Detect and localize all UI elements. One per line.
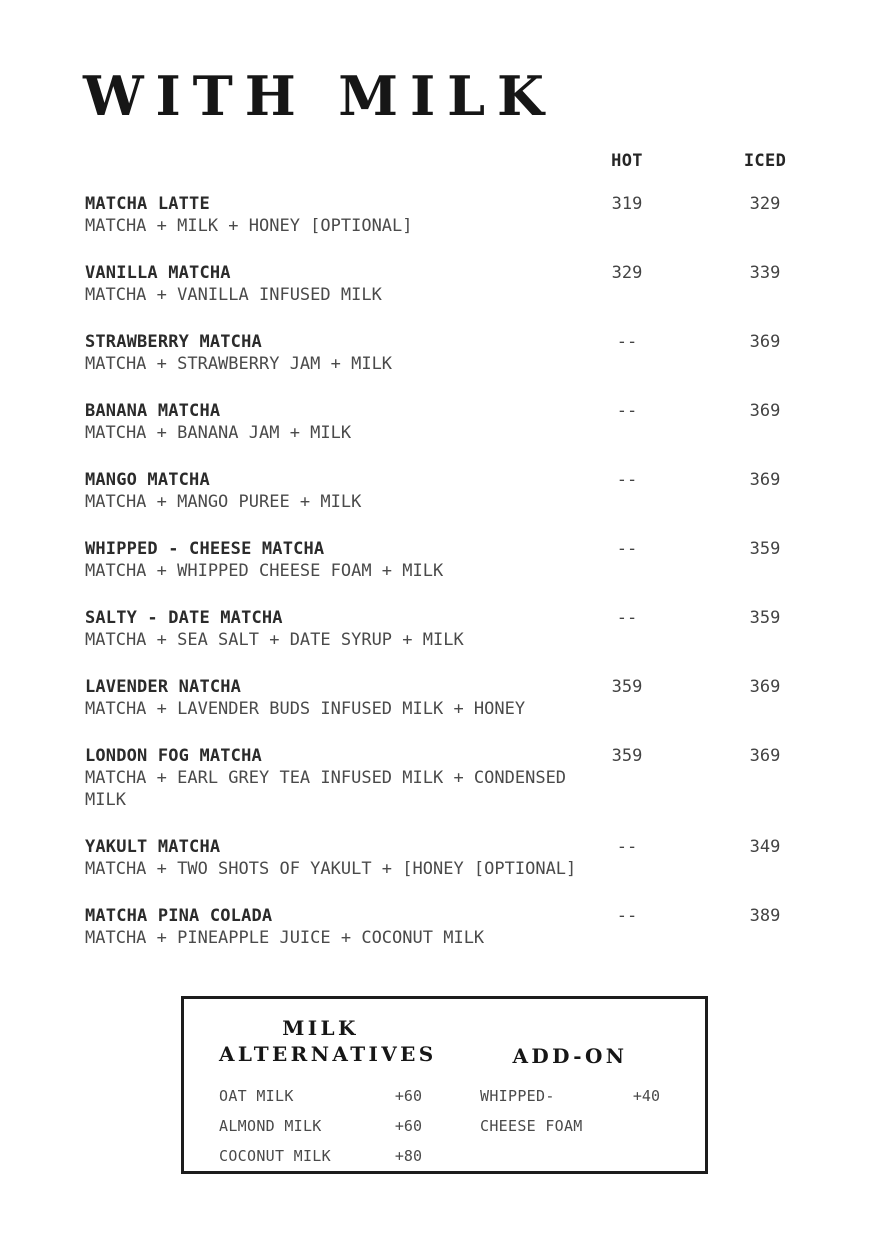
add-on-rows (480, 1081, 660, 1141)
item-price-hot: -- (616, 539, 638, 559)
menu-item-info (85, 836, 587, 880)
add-on-section (480, 1015, 660, 1171)
item-price-iced: 369 (749, 401, 781, 421)
menu-item-info (85, 538, 587, 582)
column-header-hot: HOT (611, 151, 643, 171)
item-description: MATCHA + PINEAPPLE JUICE + COCONUT MILK (85, 928, 485, 948)
item-name: VANILLA MATCHA (85, 263, 231, 283)
item-price-hot: -- (616, 906, 638, 926)
menu-item (0, 469, 874, 513)
milk-alternative-label: COCONUT MILK (219, 1147, 331, 1165)
add-on-label: CHEESE FOAM (480, 1117, 583, 1135)
milk-alternatives-rows (219, 1081, 422, 1171)
menu-item (0, 193, 874, 237)
add-on-title: ADD-ON (512, 1044, 628, 1068)
menu-item (0, 676, 874, 720)
milk-alternative-price: +80 (394, 1147, 422, 1165)
milk-alternatives-title (219, 1015, 437, 1071)
add-on-row (480, 1081, 660, 1111)
menu-item (0, 745, 874, 811)
extras-box (181, 996, 708, 1174)
milk-alternative-row (219, 1111, 422, 1141)
item-description: MATCHA + STRAWBERRY JAM + MILK (85, 354, 393, 374)
milk-alternative-row (219, 1141, 422, 1171)
item-description: MATCHA + LAVENDER BUDS INFUSED MILK + HONEY (85, 699, 526, 719)
item-price-hot: -- (616, 837, 638, 857)
add-on-price: +40 (632, 1087, 660, 1105)
item-name: STRAWBERRY MATCHA (85, 332, 262, 352)
add-on-row (480, 1111, 660, 1141)
item-description: MATCHA + WHIPPED CHEESE FOAM + MILK (85, 561, 444, 581)
milk-alternatives-title-line2: ALTERNATIVES (219, 1042, 437, 1066)
menu-item-info (85, 607, 587, 651)
milk-alternatives-title-line1: MILK (282, 1016, 359, 1040)
menu-item (0, 262, 874, 306)
item-price-iced: 369 (749, 677, 781, 697)
menu-item-info (85, 469, 587, 513)
item-price-hot: -- (616, 470, 638, 490)
item-name: MATCHA PINA COLADA (85, 906, 273, 926)
milk-alternative-price: +60 (394, 1087, 422, 1105)
item-price-hot: 329 (611, 263, 643, 283)
item-description: MATCHA + MANGO PUREE + MILK (85, 492, 362, 512)
menu-item-info (85, 193, 587, 237)
item-name: MATCHA LATTE (85, 194, 210, 214)
menu-item (0, 538, 874, 582)
item-price-hot: 359 (611, 677, 643, 697)
item-price-iced: 369 (749, 470, 781, 490)
item-price-hot: 319 (611, 194, 643, 214)
menu-item-info (85, 905, 587, 949)
menu-item-info (85, 262, 587, 306)
item-price-iced: 349 (749, 837, 781, 857)
milk-alternatives-section (219, 1015, 437, 1171)
item-description: MATCHA + MILK + HONEY [OPTIONAL] (85, 216, 413, 236)
milk-alternative-row (219, 1081, 422, 1111)
item-description: MATCHA + SEA SALT + DATE SYRUP + MILK (85, 630, 464, 650)
column-header-iced: ICED (743, 151, 787, 171)
item-price-iced: 359 (749, 608, 781, 628)
price-column-headers (0, 150, 874, 172)
item-price-hot: -- (616, 608, 638, 628)
menu-item (0, 331, 874, 375)
menu-item-info (85, 745, 587, 811)
item-name: YAKULT MATCHA (85, 837, 221, 857)
menu-item (0, 836, 874, 880)
item-name: LAVENDER NATCHA (85, 677, 242, 697)
milk-alternative-label: ALMOND MILK (219, 1117, 322, 1135)
item-name: SALTY - DATE MATCHA (85, 608, 283, 628)
menu-item (0, 400, 874, 444)
item-name: LONDON FOG MATCHA (85, 746, 262, 766)
item-price-iced: 339 (749, 263, 781, 283)
item-name: WHIPPED - CHEESE MATCHA (85, 539, 325, 559)
menu-item-info (85, 331, 587, 375)
menu-item-info (85, 400, 587, 444)
menu-item-info (85, 676, 587, 720)
menu-list (0, 150, 874, 974)
item-description: MATCHA + TWO SHOTS OF YAKULT + [HONEY [OPTIONAL] (85, 859, 577, 879)
item-price-hot: -- (616, 401, 638, 421)
item-price-iced: 329 (749, 194, 781, 214)
item-price-iced: 389 (749, 906, 781, 926)
menu-item (0, 607, 874, 651)
add-on-label: WHIPPED- (480, 1087, 555, 1105)
item-price-hot: 359 (611, 746, 643, 766)
milk-alternative-price: +60 (394, 1117, 422, 1135)
item-name: MANGO MATCHA (85, 470, 210, 490)
page-title: WITH MILK (83, 64, 556, 128)
item-price-iced: 369 (749, 332, 781, 352)
item-description: MATCHA + VANILLA INFUSED MILK (85, 285, 382, 305)
item-price-hot: -- (616, 332, 638, 352)
milk-alternative-label: OAT MILK (219, 1087, 294, 1105)
item-description: MATCHA + EARL GREY TEA INFUSED MILK + CONDENSED MILK (85, 768, 567, 810)
menu-item (0, 905, 874, 949)
item-description: MATCHA + BANANA JAM + MILK (85, 423, 352, 443)
item-price-iced: 369 (749, 746, 781, 766)
item-name: BANANA MATCHA (85, 401, 221, 421)
extras-box-gap (422, 1015, 480, 1171)
item-price-iced: 359 (749, 539, 781, 559)
